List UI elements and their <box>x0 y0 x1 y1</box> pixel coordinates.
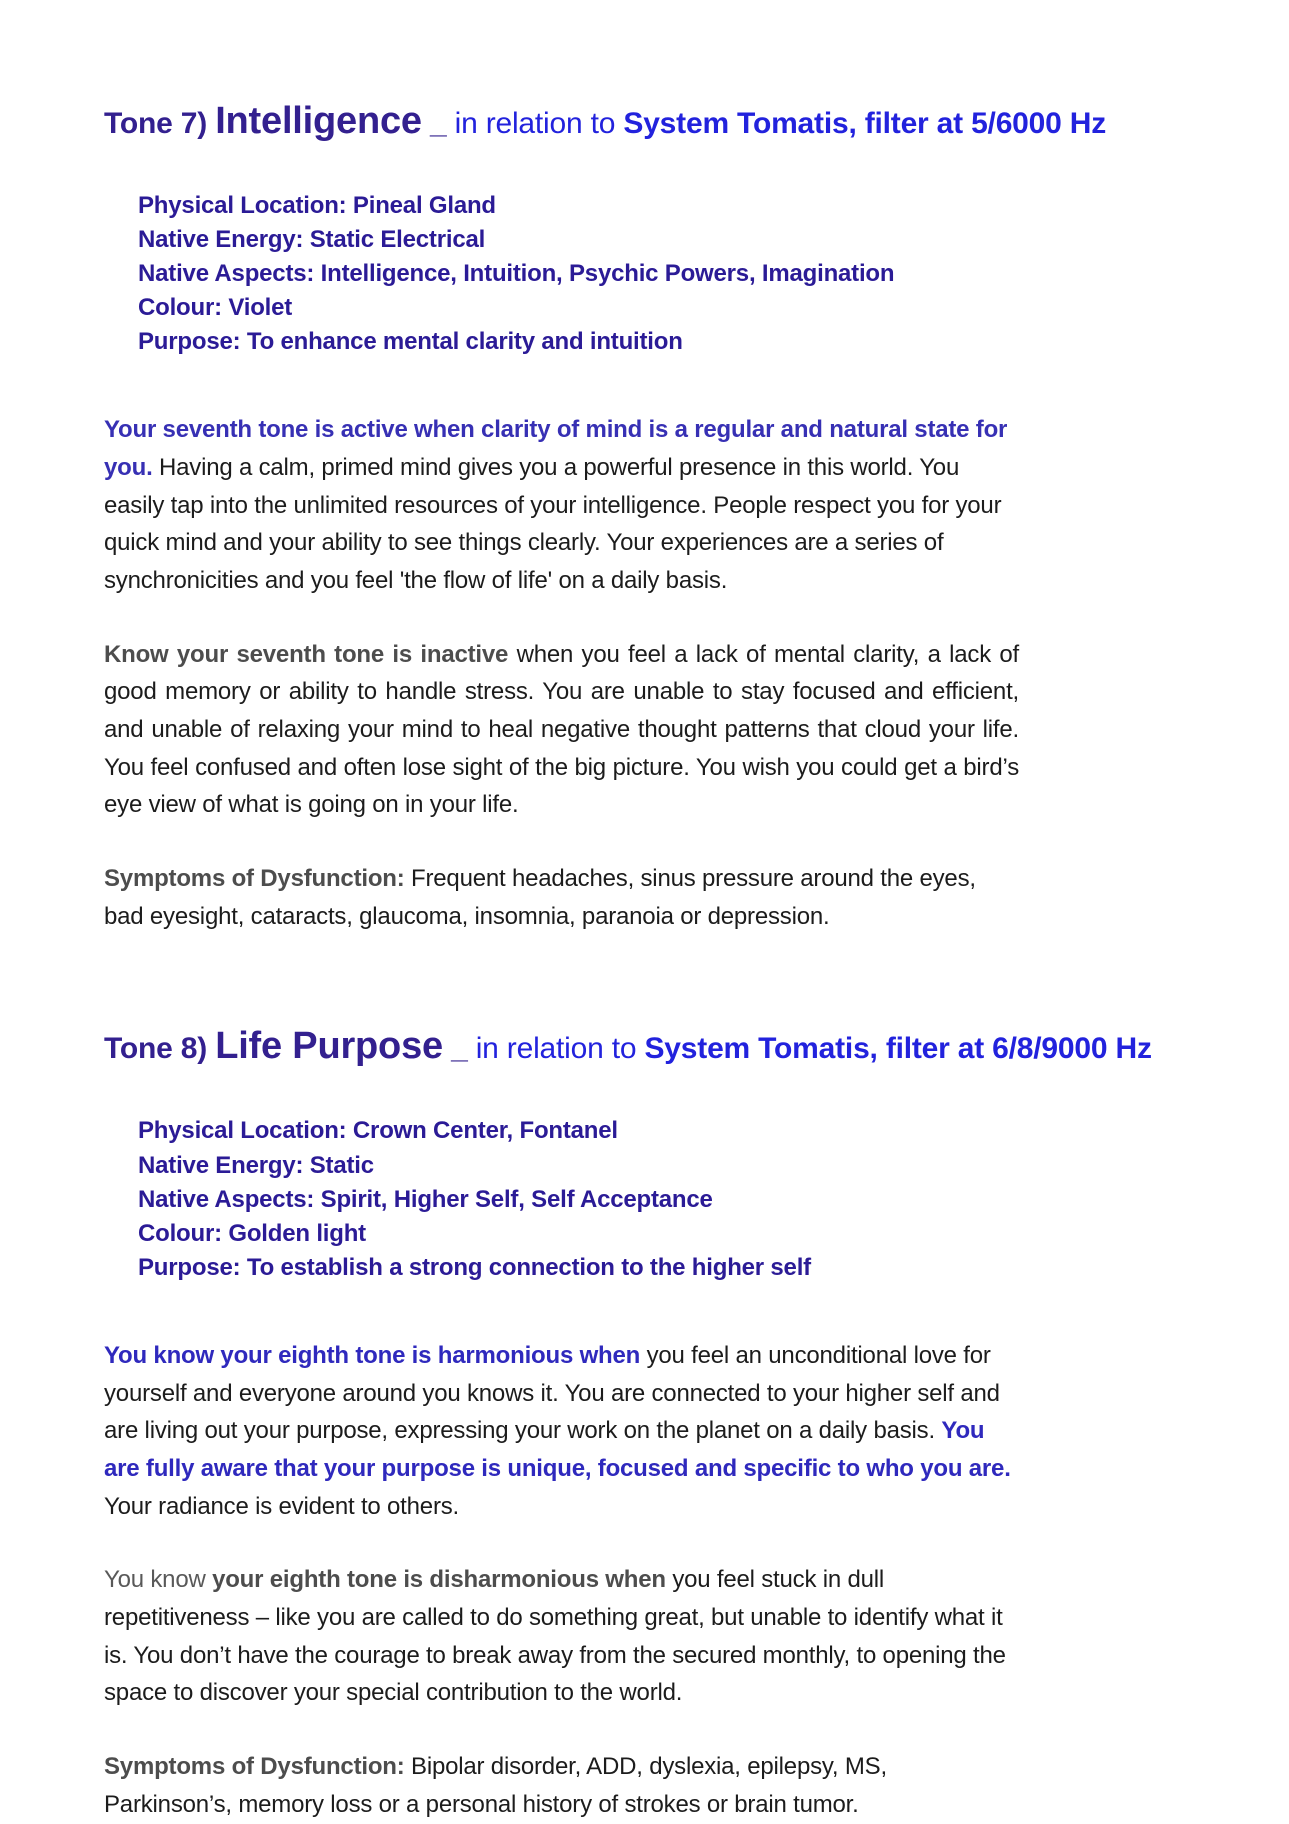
tone7-physical-location: Physical Location: Pineal Gland <box>138 192 496 219</box>
tone8-heading-separator: _ <box>442 1032 476 1066</box>
tone8-heading <box>104 1025 1152 1068</box>
tone7-symptoms-label: Symptoms of Dysfunction: <box>104 865 412 893</box>
tone7-inactive-lead: Know your seventh tone is inactive <box>104 640 517 668</box>
tone8-disharmonious-lead: your eighth tone is disharmonious when <box>212 1566 673 1594</box>
tone7-purpose: Purpose: To enhance mental clarity and intuition <box>138 328 683 356</box>
tone8-heading-relation: in relation to <box>475 1032 645 1066</box>
tone7-active-body: Having a calm, primed mind gives you a powerful presence in this world. You easily tap into the unlimited resources of your intelligence. People respect you for your quick mind and your ability to see things clearly. Your experiences are a series of synchronicities and you feel 'the flow of life' on a daily basis. <box>104 454 1002 595</box>
tone8-disharmonious-body: you feel stuck in dull repetitiveness – like you are called to do something great, but unable to identify what it is. You don’t have the courage to break away from the secured monthly, to opening the space to discover your special contribution to the world. <box>104 1566 1006 1707</box>
tone8-symptoms-label: Symptoms of Dysfunction: <box>104 1752 412 1780</box>
tone7-heading-system: System Tomatis, filter at 5/6000 Hz <box>623 107 1107 140</box>
tone8-harmonious-paragraph <box>104 1337 1019 1525</box>
tone7-heading-separator: _ <box>421 107 455 140</box>
tone8-disharmonious-paragraph <box>104 1561 1019 1712</box>
tone8-heading-prefix: Tone 8) <box>104 1032 216 1066</box>
tone8-harmonious-lead2: You are fully aware that your purpose is unique, focused and specific to who you are. <box>104 1417 1011 1482</box>
tone8-symptoms-paragraph <box>104 1748 1019 1823</box>
tone8-attributes <box>138 1114 1094 1284</box>
tone8-physical-location: Physical Location: Crown Center, Fontanel <box>138 1117 618 1145</box>
tone7-heading <box>104 100 1107 143</box>
tone8-native-energy: Native Energy: Static <box>138 1151 374 1179</box>
tone7-active-paragraph <box>104 411 1019 599</box>
tone8-heading-system: System Tomatis, filter at 6/8/9000 Hz <box>644 1032 1152 1066</box>
tone7-native-energy: Native Energy: Static Electrical <box>138 226 486 254</box>
tone8-harmonious-lead: You know your eighth tone is harmonious when <box>104 1341 647 1369</box>
tone8-harmonious-body2: Your radiance is evident to others. <box>104 1492 460 1520</box>
tone7-heading-name: Intelligence <box>215 100 422 142</box>
tone7-inactive-paragraph <box>104 636 1019 824</box>
tone8-harmonious-body1: you feel an unconditional love for yourself and everyone around you knows it. You are connected to your higher self and are living out your purpose, expressing your work on the planet on a daily basis. <box>104 1341 1000 1445</box>
tone8-symptoms-body: Bipolar disorder, ADD, dyslexia, epilepsy, MS, Parkinson’s, memory loss or a personal history of strokes or brain tumor. <box>104 1752 887 1818</box>
section-tone7 <box>104 100 1107 935</box>
tone8-heading-name: Life Purpose <box>215 1025 443 1068</box>
tone8-native-aspects: Native Aspects: Spirit, Higher Self, Self Acceptance <box>138 1185 713 1213</box>
tone8-disharmonious-intro: You know <box>104 1566 213 1594</box>
tone7-native-aspects: Native Aspects: Intelligence, Intuition, Psychic Powers, Imagination <box>138 260 895 288</box>
tone7-active-lead: Your seventh tone is active when clarity of mind is a regular and natural state for you. <box>104 416 1008 482</box>
tone8-purpose: Purpose: To establish a strong connection to the higher self <box>138 1253 811 1281</box>
tone7-attributes <box>138 189 1094 359</box>
tone7-inactive-body: when you feel a lack of mental clarity, a lack of good memory or ability to handle stress. You are unable to stay focused and efficient, and unable of relaxing your mind to heal negative thought patterns that cloud your life. You feel confused and often lose sight of the big picture. You wish you could get a bird’s eye view of what is going on in your life. <box>104 640 1019 819</box>
tone7-symptoms-body: Frequent headaches, sinus pressure around the eyes, bad eyesight, cataracts, glaucoma, insomnia, paranoia or depression. <box>104 865 976 930</box>
section-tone8 <box>104 1025 1152 1823</box>
section-divider-space <box>104 971 1094 1025</box>
tone7-heading-prefix: Tone 7) <box>104 107 216 140</box>
tone8-colour: Colour: Golden light <box>138 1219 366 1247</box>
document-content <box>104 100 1152 1823</box>
tone7-heading-relation: in relation to <box>454 107 624 140</box>
tone7-symptoms-paragraph <box>104 860 1019 935</box>
tone7-colour: Colour: Violet <box>138 294 293 322</box>
